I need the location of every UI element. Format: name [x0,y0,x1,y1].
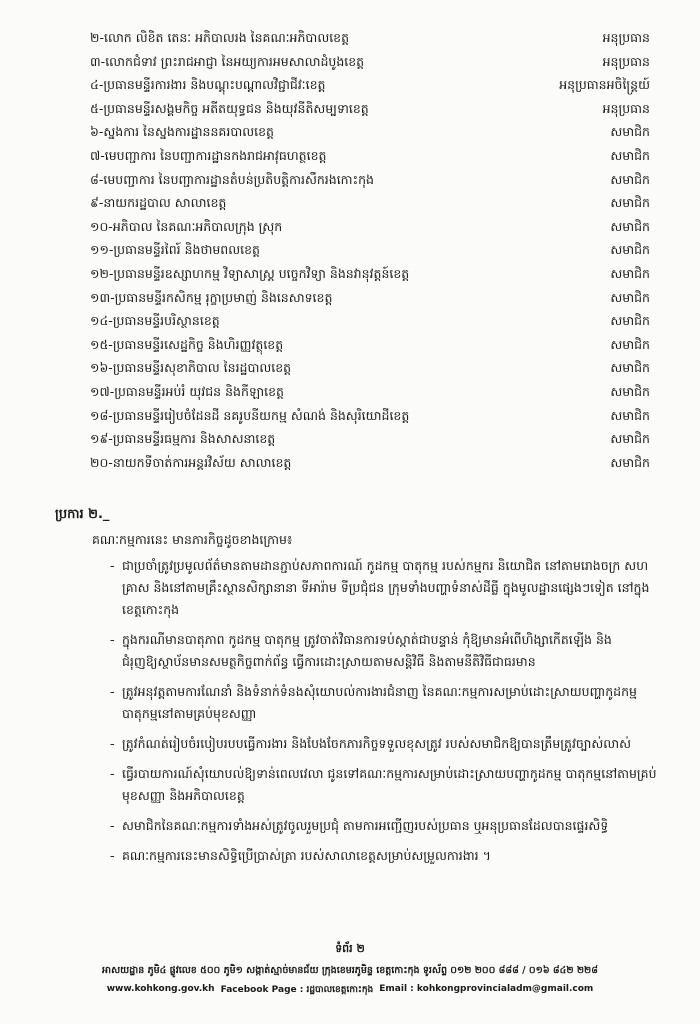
member-row [90,77,650,101]
member-row [90,172,650,196]
member-row [90,195,650,219]
member-row [90,30,650,54]
page-number: ទំព័រ ២ [335,942,365,955]
email-link[interactable]: Email : kohkongprovincialadm@gmail.com [379,984,594,994]
member-row [90,360,650,384]
member-name: ៣-លោកជំទាវ ព្រះរាជអាជ្ញា នៃអយ្យការអមសាលាដំបូងខេត្ត [90,53,365,69]
member-role: សមាជិក [610,195,650,211]
member-role: សមាជិក [610,407,650,423]
duty-item: - ត្រូវកំណត់រៀបចំរបៀបរបបធ្វើការងារ និងបែងចែកភារកិច្ចទទួលខុសត្រូវ របស់សមាជិកឱ្យបានត្រឹមត្រូវច្បាស់លាស់ [110,733,660,755]
member-name: ៤-ប្រធានមន្ទីរការងារ និងបណ្តុះបណ្តាលវិជ្ជាជីវៈខេត្ត [90,77,326,93]
member-row [90,337,650,361]
member-row [90,219,650,243]
member-role: សមាជិក [610,454,650,470]
member-name: ២-លោក លិខិត តេនៈ អភិបាលរង នៃគណៈអភិបាលខេត្ត [90,30,350,45]
member-name: ១៧-ប្រធានមន្ទីរអប់រំ យុវជន និងកីឡាខេត្ត [90,383,284,399]
member-role: សមាជិក [610,242,650,258]
member-name: ១៥-ប្រធានមន្ទីរសេដ្ឋកិច្ច និងហិរញ្ញវត្ថុខេត្ត [90,336,284,352]
member-name: ១៣-ប្រធានមន្ទីរកសិកម្ម រុក្ខាប្រមាញ់ និងនេសាទខេត្ត [90,289,333,305]
footer-address: អាសយដ្ឋាន ភូមិ៤ ផ្លូវលេខ ៥០០ ភូមិ១ សង្កាត់ស្មាច់មានជ័យ ក្រុងខេមរភូមិន្ទ ខេត្តកោះកុង ទូរស័ព្ទ ០១២ ២០០ ៨៨៨ / ០១៦ ៨៤២ ២២៨ [102,965,598,976]
member-row [90,54,650,78]
member-role: សមាជិក [610,313,650,329]
duty-item: - ត្រូវអនុវត្តតាមការណែនាំ និងទំនាក់ទំនងសុំយោបល់ការងារជំនាញ នៃគណៈកម្មការសម្រាប់ដោះស្រាយបញ្ហាកូដកម្ម បាតុកម្មនៅតាមគ្រប់មុខសញ្ញា [110,681,660,725]
member-row [90,124,650,148]
duty-item: - សមាជិកនៃគណៈកម្មការទាំងអស់ត្រូវចូលរួមប្រជុំ តាមការអញ្ជើញរបស់ប្រធាន ឬអនុប្រធានដែលបានផ្ទេរសិទ្ធិ [110,815,660,837]
member-name: ១៨-ប្រធានមន្ទីររៀបចំដែនដី នគរូបនីយកម្ម សំណង់ និងសុរិយោដីខេត្ត [90,407,410,423]
member-role: សមាជិក [610,431,650,447]
member-name: ១៦-ប្រធានមន្ទីរសុខាភិបាល នៃរដ្ឋបាលខេត្ត [90,360,292,376]
member-name: ៨-មេបញ្ជាការ នៃបញ្ជាការដ្ឋានតំបន់ប្រតិបត្តិការសឹករងកោះកុង [90,171,374,187]
member-role: អនុប្រធាន [602,100,650,116]
duty-item: - ជាប្រចាំត្រូវប្រមូលព័ត៌មានតាមដានភ្ជាប់សភាពការណ៍ កូដកម្ម បាតុកម្ម របស់កម្មករ និយោជិត នៅតាមរោងចក្រ សហគ្រាស និងនៅតាមគ្រឹះស្ថានសិក្សានានា ទីអារ៉ាម ទីប្រជុំជន ក្រុមទាំងបញ្ហាទំនាស់ដីធ្លី ក្នុងមូលដ្ឋានផ្សេងៗទៀត នៅក្នុងខេត្តកោះកុង [110,555,660,621]
duties-intro: គណៈកម្មការនេះ មានភារកិច្ចដូចខាងក្រោម៖ [92,532,293,547]
website-link[interactable]: www.kohkong.gov.kh [106,984,215,994]
duty-item: - ក្នុងករណីមានបាតុភាព កូដកម្ម បាតុកម្ម ត្រូវចាត់វិធានការទប់ស្កាត់ជាបន្ទាន់ កុំឱ្យមានអំពើហិង្សាកើតឡើង និងជំរុញឱ្យស្ថាប័នមានសមត្ថកិច្ចពាក់ព័ន្ធ ធ្វើការដោះស្រាយតាមសន្តិវិធី និងតាមនីតិវិធីជាធរមាន [110,629,660,673]
member-role: អនុប្រធាន [602,30,650,45]
member-row [90,242,650,266]
member-row [90,313,650,337]
member-row [90,101,650,125]
member-name: ១៤-ប្រធានមន្ទីរបរិស្ថានខេត្ត [90,313,220,329]
member-name: ៦-ស្នងការ នៃស្នងការដ្ឋាននគរបាលខេត្ត [90,124,274,140]
member-role: អនុប្រធាន [602,53,650,69]
member-row [90,384,650,408]
member-row [90,431,650,455]
member-role: សមាជិក [610,360,650,376]
member-name: ១២-ប្រធានមន្ទីរឧស្សាហកម្ម វិទ្យាសាស្ត្រ បច្ចេកវិទ្យា និងនវានុវត្តន៍ខេត្ត [90,265,410,281]
member-role: សមាជិក [610,124,650,140]
member-role: សមាជិក [610,265,650,281]
member-role: សមាជិក [610,383,650,399]
footer-contact [0,984,700,997]
member-name: ៥-ប្រធានមន្ទីរសង្គមកិច្ច អតីតយុទ្ធជន និងយុវនីតិសម្បទាខេត្ត [90,100,369,116]
member-name: ១៩-ប្រធានមន្ទីរធម្មការ និងសាសនាខេត្ត [90,431,276,447]
page-footer [0,942,700,997]
member-row [90,408,650,432]
member-role: សមាជិក [610,289,650,305]
member-name: ២០-នាយកទីចាត់ការអន្តរវិស័យ សាលាខេត្ត [90,454,292,470]
member-name: ៩-នាយករដ្ឋបាល សាលាខេត្ត [90,195,227,211]
member-row [90,455,650,479]
article-heading: ប្រការ ២._ [55,507,110,522]
duties-list [110,555,660,875]
member-role: សមាជិក [610,336,650,352]
member-row [90,266,650,290]
duty-item: - គណៈកម្មការនេះមានសិទ្ធិប្រើប្រាស់ត្រា របស់សាលាខេត្តសម្រាប់សម្រួលការងារ ។ [110,845,660,867]
member-role: សមាជិក [610,147,650,163]
member-list [90,30,650,478]
member-row [90,290,650,314]
member-name: ១០-អភិបាល នៃគណៈអភិបាលក្រុង ស្រុក [90,218,283,234]
member-name: ១១-ប្រធានមន្ទីរពៃរ៍ និងថាមពលខេត្ត [90,242,260,258]
member-role: សមាជិក [610,171,650,187]
member-row [90,148,650,172]
member-role: អនុប្រធានអចិន្ត្រៃយ៍ [559,77,650,93]
member-name: ៧-មេបញ្ជាការ នៃបញ្ជាការដ្ឋានកងរាជអាវុធហត្ថខេត្ត [90,147,327,163]
facebook-page[interactable]: Facebook Page : រដ្ឋបាលខេត្តកោះកុង [220,985,374,995]
member-role: សមាជិក [610,218,650,234]
duty-item: - ធ្វើរបាយការណ៍សុំយោបល់ឱ្យទាន់ពេលវេលា ជូនទៅគណៈកម្មការសម្រាប់ដោះស្រាយបញ្ហាកូដកម្ម បាតុកម្មនៅតាមគ្រប់មុខសញ្ញា និងអភិបាលខេត្ត [110,763,660,807]
